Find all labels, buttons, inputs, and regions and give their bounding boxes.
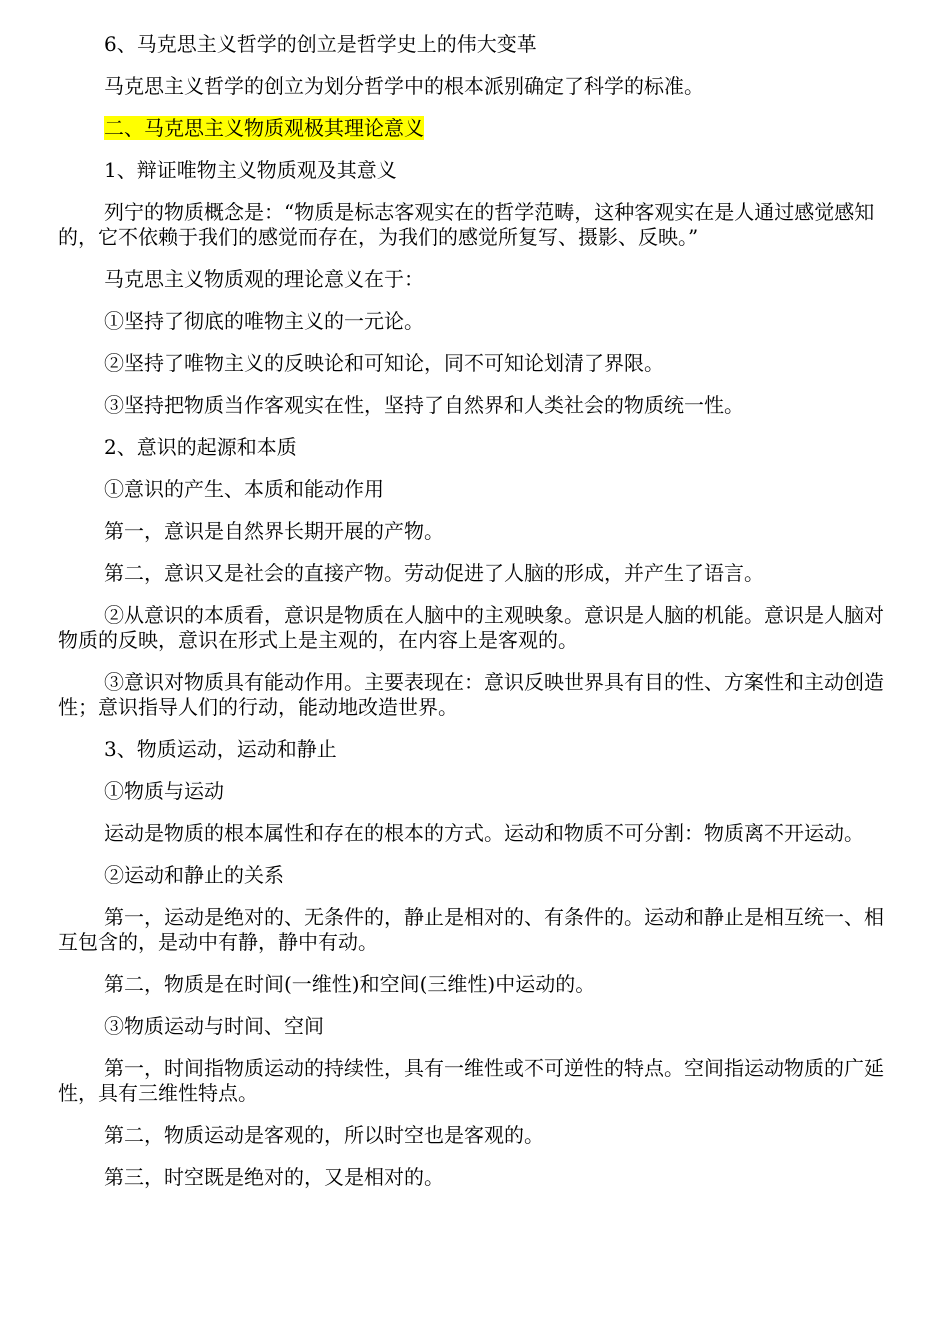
- subsection-heading: 2、意识的起源和本质: [104, 435, 297, 459]
- highlighted-heading-text: 二、马克思主义物质观极其理论意义: [104, 116, 424, 140]
- list-item: ①物质与运动: [104, 779, 224, 803]
- paragraph: 第一，运动是绝对的、无条件的，静止是相对的、有条件的。运动和静止是相互统一、相互包含的，是动中有静，静中有动。: [58, 905, 884, 954]
- section-heading: [58, 116, 886, 141]
- paragraph: 第一，时间指物质运动的持续性，具有一维性或不可逆性的特点。空间指运动物质的广延性，具有三维性特点。: [58, 1056, 884, 1105]
- paragraph: 第二，物质是在时间(一维性)和空间(三维性)中运动的。: [104, 972, 596, 996]
- list-item: ③意识对物质具有能动作用。主要表现在：意识反映世界具有目的性、方案性和主动创造性；意识指导人们的行动，能动地改造世界。: [58, 670, 884, 719]
- paragraph: 列宁的物质概念是：“物质是标志客观实在的哲学范畴，这种客观实在是人通过感觉感知的，它不依赖于我们的感觉而存在，为我们的感觉所复写、摄影、反映。”: [58, 200, 875, 249]
- list-item: ③物质运动与时间、空间: [104, 1014, 324, 1038]
- list-item: ②运动和静止的关系: [104, 863, 284, 887]
- paragraph: 马克思主义哲学的创立为划分哲学中的根本派别确定了科学的标准。: [104, 74, 704, 98]
- subsection-heading: 3、物质运动，运动和静止: [104, 737, 337, 761]
- paragraph: 第二，意识又是社会的直接产物。劳动促进了人脑的形成，并产生了语言。: [104, 561, 764, 585]
- subsection-heading: 1、辩证唯物主义物质观及其意义: [104, 158, 397, 182]
- paragraph: 第一，意识是自然界长期开展的产物。: [104, 519, 444, 543]
- list-item: ②坚持了唯物主义的反映论和可知论，同不可知论划清了界限。: [104, 351, 664, 375]
- list-item: ③坚持把物质当作客观实在性，坚持了自然界和人类社会的物质统一性。: [104, 393, 744, 417]
- paragraph: 马克思主义物质观的理论意义在于：: [104, 267, 424, 291]
- paragraph: 运动是物质的根本属性和存在的根本的方式。运动和物质不可分割：物质离不开运动。: [104, 821, 864, 845]
- paragraph: 第二，物质运动是客观的，所以时空也是客观的。: [104, 1123, 544, 1147]
- list-item: ①坚持了彻底的唯物主义的一元论。: [104, 309, 424, 333]
- paragraph: 6、马克思主义哲学的创立是哲学史上的伟大变革: [104, 32, 537, 56]
- list-item: ①意识的产生、本质和能动作用: [104, 477, 384, 501]
- paragraph: 第三，时空既是绝对的，又是相对的。: [104, 1165, 444, 1189]
- list-item: ②从意识的本质看，意识是物质在人脑中的主观映象。意识是人脑的机能。意识是人脑对物质的反映，意识在形式上是主观的，在内容上是客观的。: [58, 603, 884, 652]
